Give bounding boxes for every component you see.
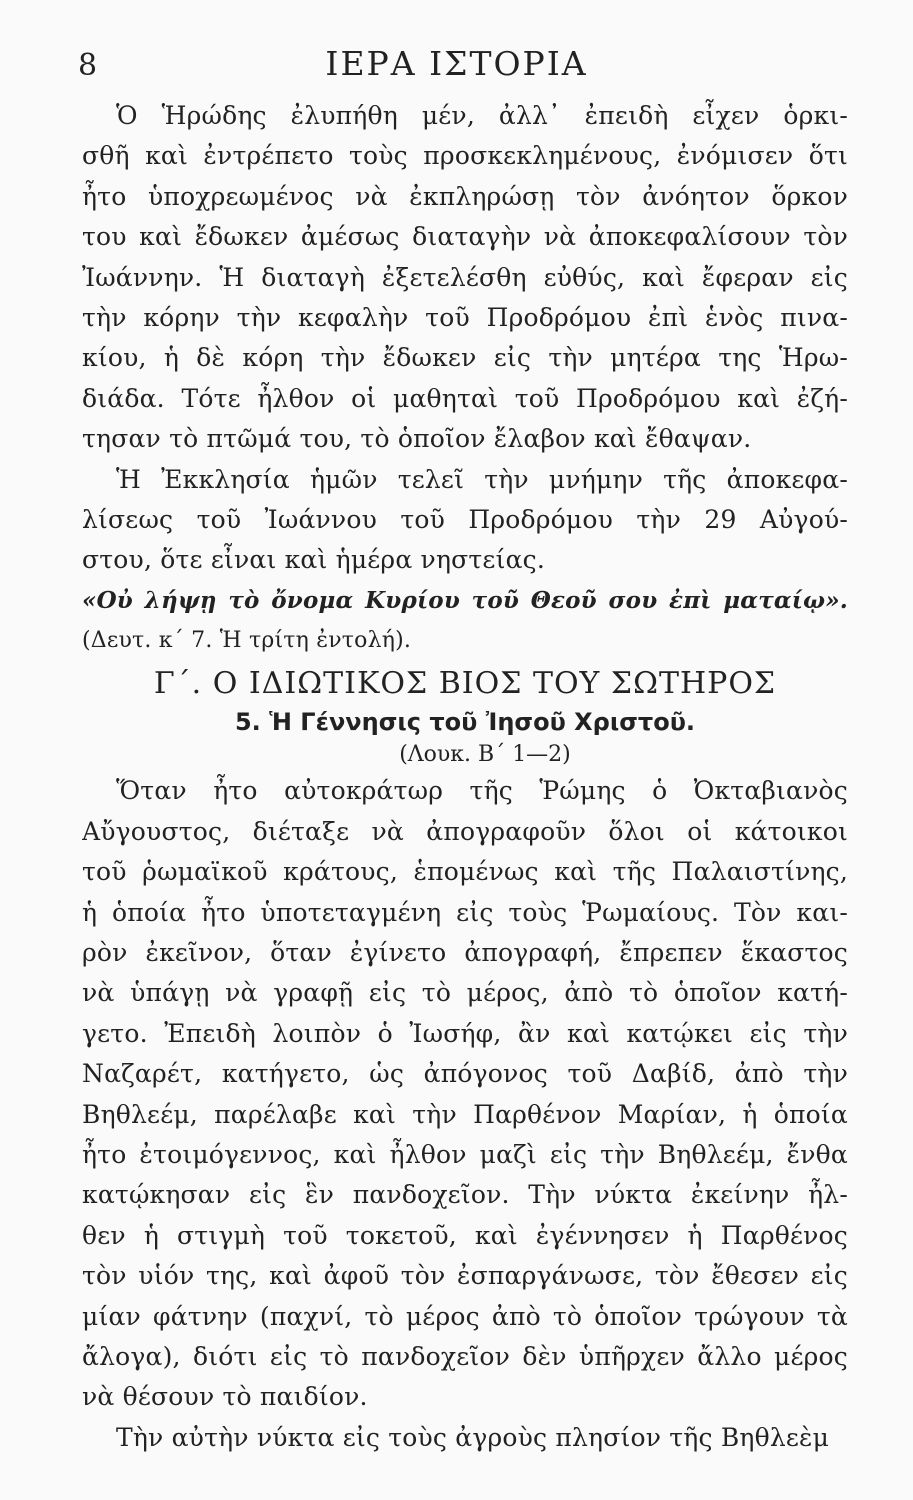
text-line: κατῴκησαν εἰς ἓν πανδοχεῖον. Τὴν νύκτα ἐκείνην ἦλ- (82, 1180, 848, 1210)
text-line: κίου, ἡ δὲ κόρη τὴν ἔδωκεν εἰς τὴν μητέρα της Ἡρω- (82, 343, 848, 373)
section-title: Γ΄. Ο ΙΔΙΩΤΙΚΟΣ ΒΙΟΣ ΤΟΥ ΣΩΤΗΡΟΣ (153, 666, 777, 702)
text-line: νὰ ὑπάγῃ νὰ γραφῇ εἰς τὸ μέρος, ἀπὸ τὸ ὁποῖον κατή- (82, 978, 848, 1008)
text-line: λίσεως τοῦ Ἰωάννου τοῦ Προδρόμου τὴν 29 Αὐγού- (82, 504, 848, 534)
text-line: διάδα. Τότε ἦλθον οἱ μαθηταὶ τοῦ Προδρόμου καὶ ἐζή- (82, 383, 848, 413)
text-line: Ὅταν ἦτο αὐτοκράτωρ τῆς Ῥώμης ὁ Ὀκταβιανὸς (116, 776, 848, 806)
text-line: τησαν τὸ πτῶμά του, τὸ ὁποῖον ἔλαβον καὶ ἔθαψαν. (82, 424, 752, 454)
text-line: ἦτο ἐτοιμόγεννος, καὶ ἦλθον μαζὶ εἰς τὴν Βηθλεέμ, ἔνθα (82, 1139, 848, 1169)
text-line: σθῆ καὶ ἐντρέπετο τοὺς προσκεκλημένους, ἐνόμισεν ὅτι (82, 141, 848, 171)
text-line: ἄλογα), διότι εἰς τὸ πανδοχεῖον δὲν ὑπῆρχεν ἄλλο μέρος (82, 1341, 848, 1371)
quote-text: «Οὐ λήψῃ τὸ ὄνομα Κυρίου τοῦ Θεοῦ σου ἐπὶ ματαίῳ». (82, 586, 848, 614)
text-line: Βηθλεέμ, παρέλαβε καὶ τὴν Παρθένον Μαρίαν, ἡ ὁποία (82, 1099, 848, 1129)
text-line: Τὴν αὐτὴν νύκτα εἰς τοὺς ἀγροὺς πλησίον τῆς Βηθλεὲμ (116, 1422, 830, 1452)
scripture-reference: (Λουκ. Β΄ 1—2) (399, 742, 571, 768)
running-title: ΙΕΡΑ ΙΣΤΟΡΙΑ (325, 44, 588, 83)
paragraph-herod (82, 96, 848, 460)
text-line: νὰ θέσουν τὸ παιδίον. (82, 1382, 368, 1412)
quote-reference: (Δευτ. κ΄ 7. Ἡ τρίτη ἐντολή). (82, 628, 412, 654)
text-line: του καὶ ἔδωκεν ἀμέσως διαταγὴν νὰ ἀποκεφαλίσουν τὸν (82, 222, 848, 252)
page-number: 8 (78, 48, 98, 83)
text-line: γετο. Ἐπειδὴ λοιπὸν ὁ Ἰωσήφ, ἂν καὶ κατῴκει εἰς τὴν (82, 1018, 848, 1048)
text-line: στου, ὅτε εἶναι καὶ ἡμέρα νηστείας. (82, 545, 546, 575)
text-line: μίαν φάτνην (παχνί, τὸ μέρος ἀπὸ τὸ ὁποῖον τρώγουν τὰ (82, 1301, 848, 1331)
text-line: τοῦ ῥωμαϊκοῦ κράτους, ἑπομένως καὶ τῆς Παλαιστίνης, (82, 857, 848, 887)
text-line: τὸν υἱόν της, καὶ ἀφοῦ τὸν ἐσπαργάνωσε, τὸν ἔθεσεν εἰς (82, 1261, 848, 1291)
text-line: ἡ ὁποία ἦτο ὑποτεταγμένη εἰς τοὺς Ῥωμαίους. Τὸν και- (82, 897, 848, 927)
commandment-quote (82, 581, 848, 662)
paragraph-feast (82, 460, 848, 581)
text-line: ἦτο ὑποχρεωμένος νὰ ἐκπληρώσῃ τὸν ἀνόητον ὅρκον (82, 181, 848, 211)
paragraph-nativity (82, 771, 848, 1417)
text-line: ρὸν ἐκεῖνον, ὅταν ἐγίνετο ἀπογραφή, ἔπρεπεν ἕκαστος (82, 938, 848, 968)
text-line: Ἡ Ἐκκλησία ἡμῶν τελεῖ τὴν μνήμην τῆς ἀποκεφα- (116, 464, 848, 494)
text-line: Αὔγουστος, διέταξε νὰ ἀπογραφοῦν ὅλοι οἱ κάτοικοι (82, 816, 848, 846)
text-line: θεν ἡ στιγμὴ τοῦ τοκετοῦ, καὶ ἐγέννησεν ἡ Παρθένος (82, 1220, 848, 1250)
text-line: τὴν κόρην τὴν κεφαλὴν τοῦ Προδρόμου ἐπὶ ἑνὸς πινα- (82, 302, 848, 332)
chapter-subtitle: 5. Ἡ Γέννησις τοῦ Ἰησοῦ Χριστοῦ. (234, 708, 696, 737)
paragraph-shepherds (82, 1418, 848, 1458)
text-line: Ναζαρέτ, κατήγετο, ὡς ἀπόγονος τοῦ Δαβίδ, ἀπὸ τὴν (82, 1059, 848, 1089)
page-header (0, 42, 913, 86)
text-line: Ὁ Ἡρώδης ἐλυπήθη μέν, ἀλλ᾽ ἐπειδὴ εἶχεν ὁρκι- (116, 101, 848, 130)
text-line: Ἰωάννην. Ἡ διαταγὴ ἐξετελέσθη εὐθύς, καὶ ἔφεραν εἰς (82, 262, 848, 292)
page-body (82, 96, 848, 1458)
